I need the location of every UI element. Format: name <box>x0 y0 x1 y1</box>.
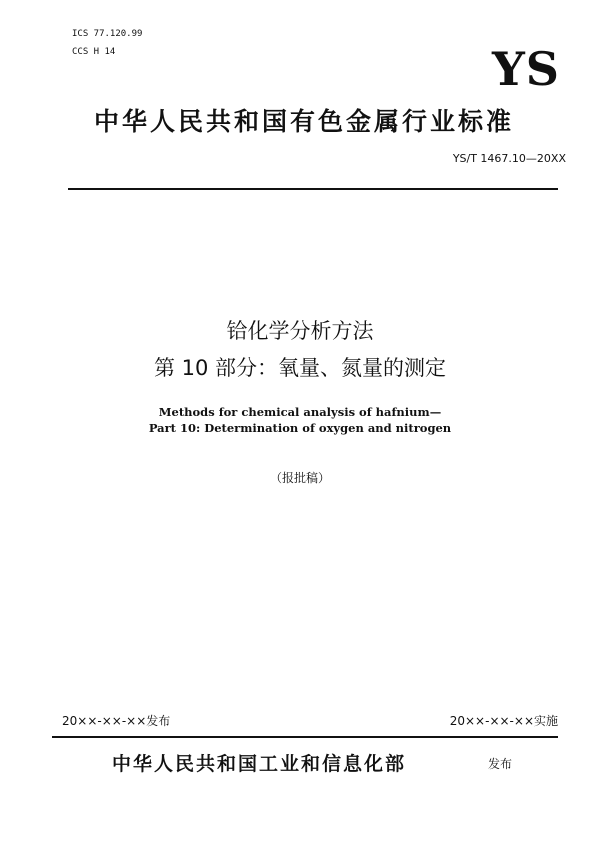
draft-status: （报批稿） <box>269 471 330 485</box>
issued-label: 发布 <box>488 757 513 771</box>
standard-category-title: 中华人民共和国有色金属行业标准 <box>93 107 514 136</box>
title-en-line1: Methods for chemical analysis of hafnium— <box>158 405 442 419</box>
title-zh-line1: 铪化学分析方法 <box>226 319 374 343</box>
implement-date: 20××-××-××实施 <box>449 714 558 728</box>
title-en-line2: Part 10: Determination of oxygen and nitrogen <box>148 421 452 435</box>
ys-logo: YS <box>491 42 560 96</box>
title-zh-line2: 第 10 部分：氧量、氮量的测定 <box>153 356 447 380</box>
ics-code: ICS 77.120.99 <box>72 29 143 39</box>
header-divider <box>68 188 558 190</box>
standard-number: YS/T 1467.10—20XX <box>452 152 566 165</box>
ccs-code: CCS H 14 <box>72 47 116 57</box>
publish-date: 20××-××-××发布 <box>62 714 171 728</box>
issuing-authority: 中华人民共和国工业和信息化部 <box>112 753 407 775</box>
footer-divider <box>52 736 558 738</box>
